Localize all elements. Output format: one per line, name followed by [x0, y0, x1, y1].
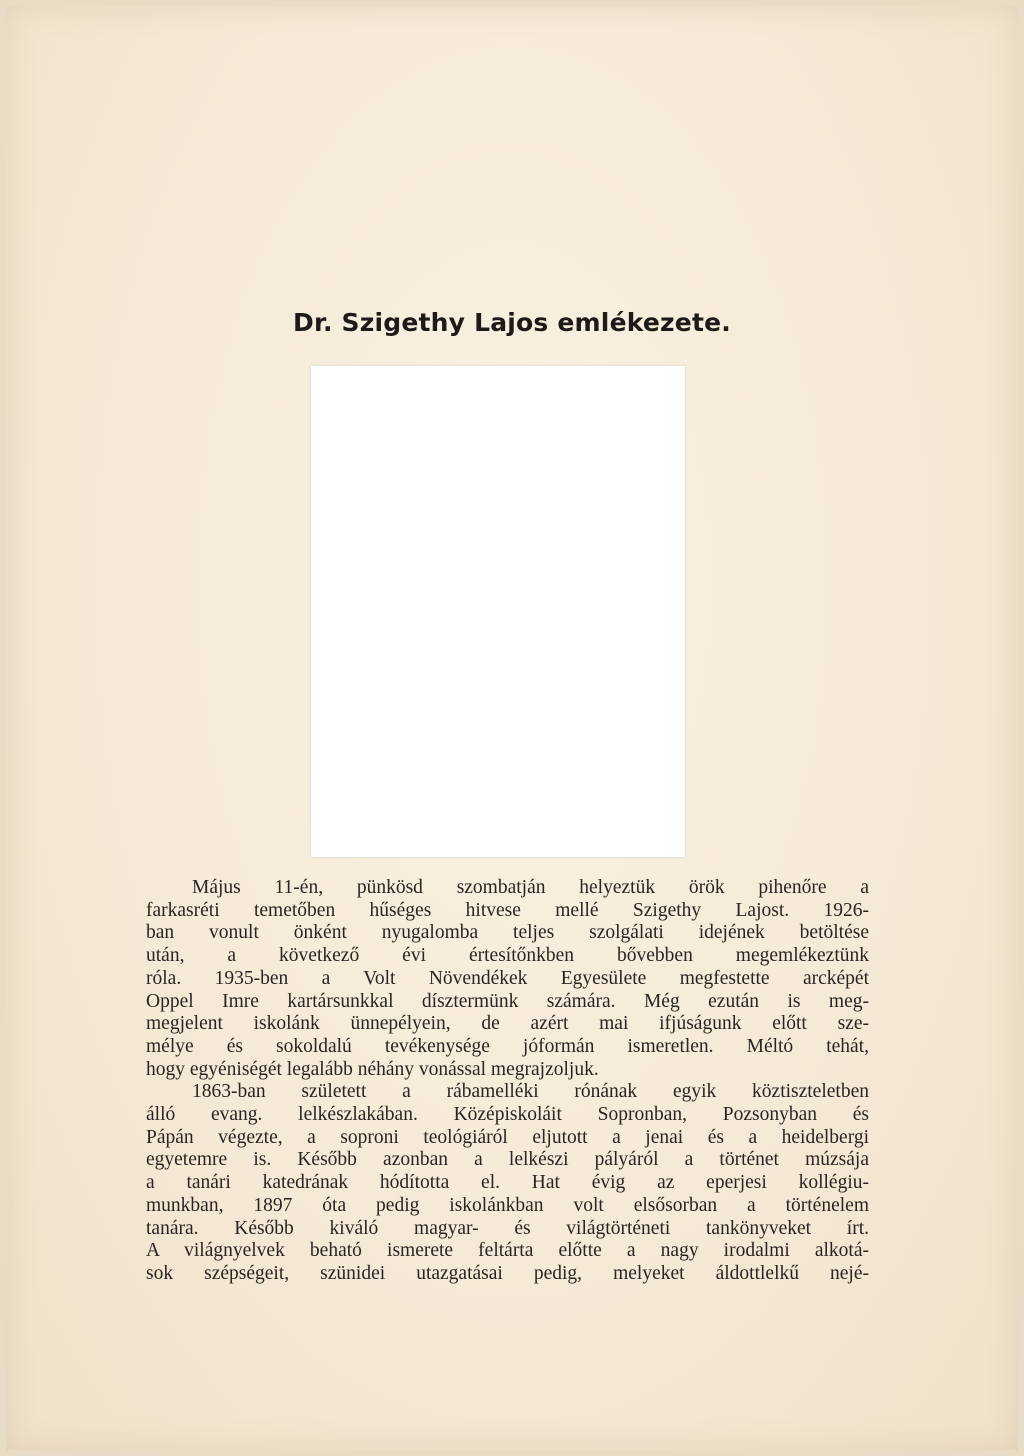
paragraph-1: [146, 877, 869, 1081]
text-line: munkban, 1897 óta pedig iskolánkban volt elsősorban a történelem: [146, 1194, 869, 1216]
text-line: Oppel Imre kartársunkkal dísztermünk számára. Még ezután is meg-: [146, 990, 869, 1012]
text-line: Pápán végezte, a soproni teológiáról eljutott a jenai és a heidelbergi: [146, 1126, 869, 1148]
paragraph-2: [146, 1081, 869, 1285]
text-line: megjelent iskolánk ünnepélyein, de azért mai ifjúságunk előtt sze-: [146, 1013, 869, 1035]
text-line: hogy egyéniségét legalább néhány vonással megrajzoljuk.: [146, 1058, 599, 1080]
text-line: után, a következő évi értesítőnkben bővebben megemlékeztünk: [146, 945, 869, 967]
text-line: egyetemre is. Később azonban a lelkészi pályáról a történet múzsája: [146, 1149, 869, 1171]
text-line: 1863-ban született a rábamelléki rónának egyik köztiszteletben: [192, 1081, 869, 1103]
text-line: a tanári katedrának hódította el. Hat évig az eperjesi kollégiu-: [146, 1172, 869, 1194]
page-title: Dr. Szigethy Lajos emlékezete.: [293, 308, 731, 337]
text-line: álló evang. lelkészlakában. Középiskoláit Sopronban, Pozsonyban és: [146, 1104, 869, 1126]
text-line: ban vonult önként nyugalomba teljes szolgálati idejének betöltése: [146, 922, 869, 944]
text-line: sok szépségeit, szünidei utazgatásai pedig, melyeket áldottlelkű nejé-: [146, 1262, 869, 1284]
text-line: farkasréti temetőben hűséges hitvese mellé Szigethy Lajost. 1926-: [146, 899, 869, 921]
portrait-image: [311, 366, 685, 857]
text-line: A világnyelvek beható ismerete feltárta előtte a nagy irodalmi alkotá-: [146, 1240, 869, 1262]
document-page: [6, 6, 1018, 1450]
text-line: Május 11-én, pünkösd szombatján helyeztük örök pihenőre a: [192, 877, 869, 898]
text-line: róla. 1935-ben a Volt Növendékek Egyesülete megfestette arcképét: [146, 967, 869, 989]
body-text: [146, 877, 869, 1286]
text-line: mélye és sokoldalú tevékenysége jóformán ismeretlen. Méltó tehát,: [146, 1035, 869, 1057]
text-line: tanára. Később kiváló magyar- és világtörténeti tankönyveket írt.: [146, 1217, 869, 1239]
